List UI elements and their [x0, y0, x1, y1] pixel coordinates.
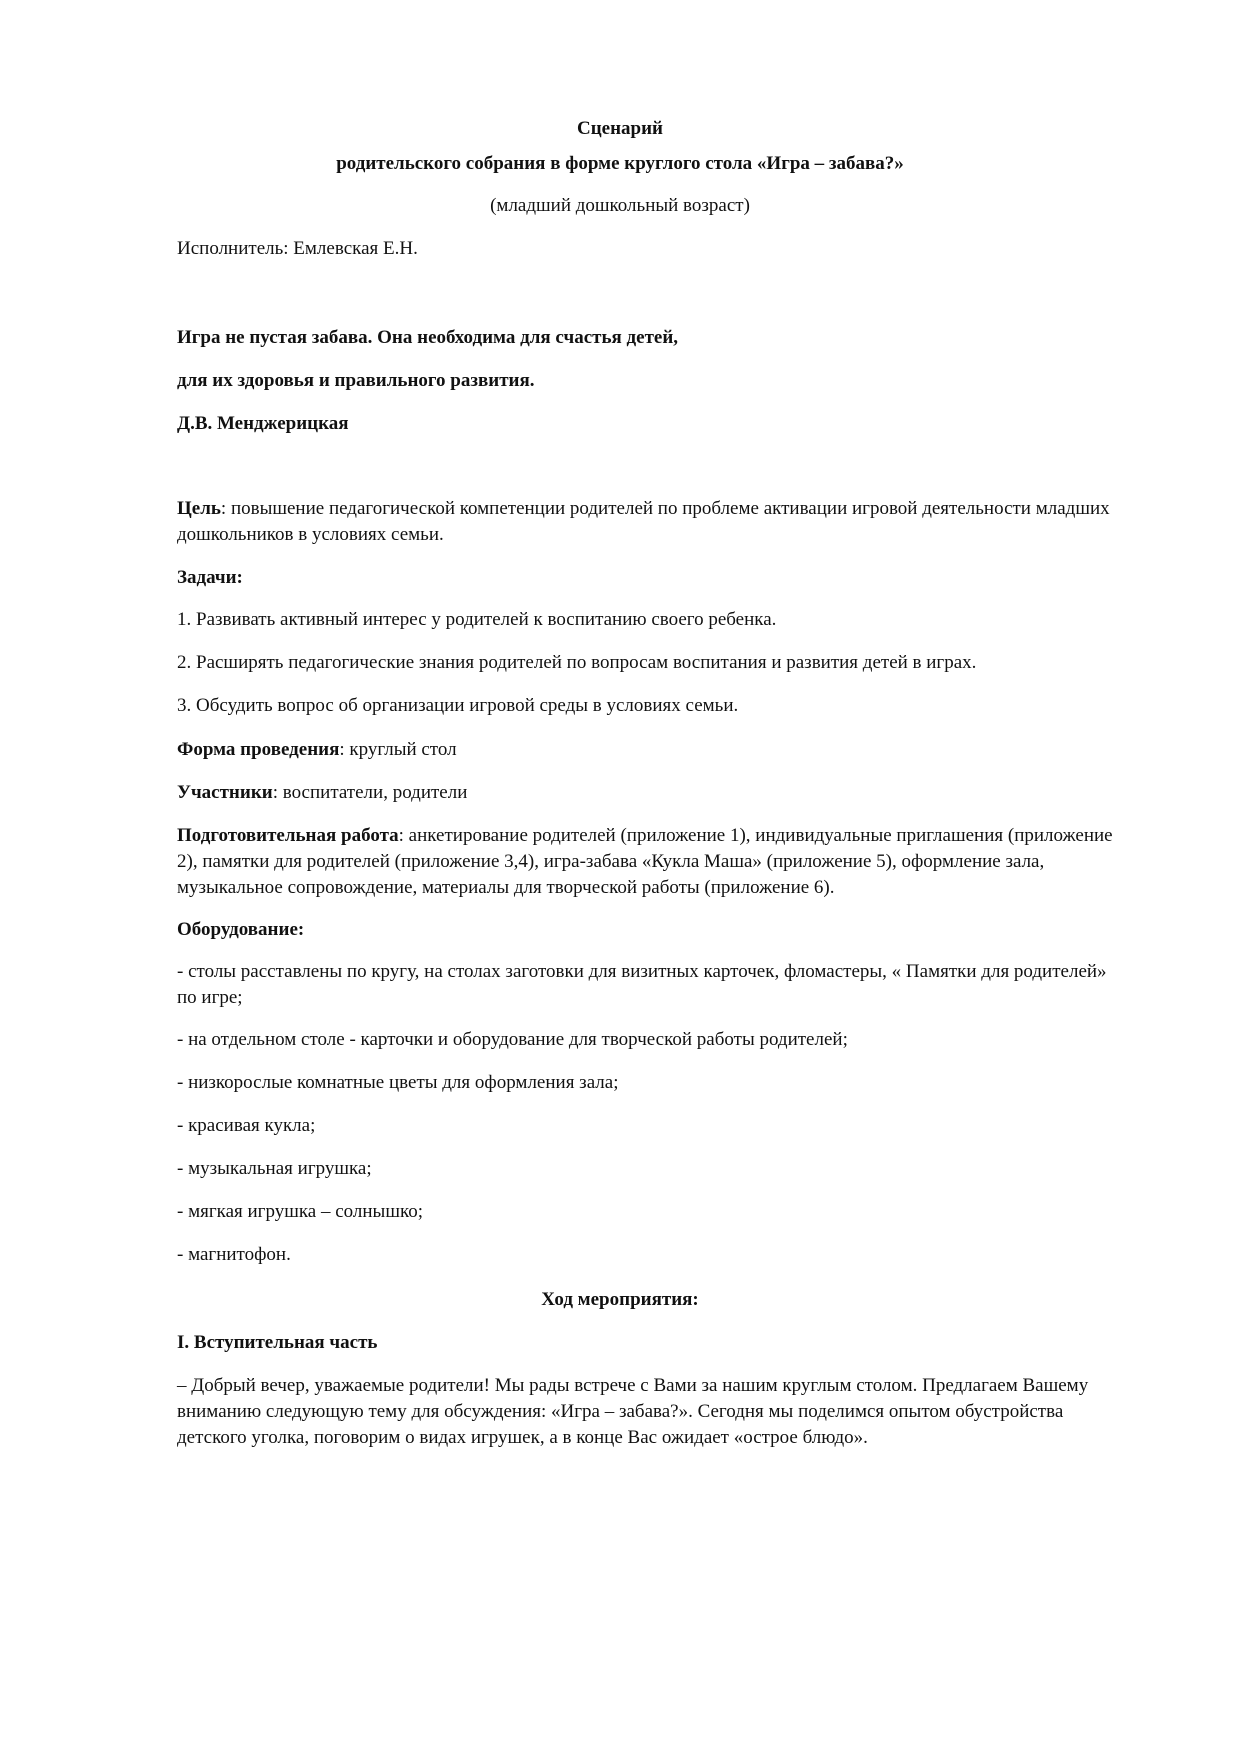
equipment-item-3: - низкорослые комнатные цветы для оформления зала;: [177, 1072, 619, 1093]
author-line: Исполнитель: Емлевская Е.Н.: [177, 238, 418, 259]
form-paragraph: [177, 737, 1127, 763]
page-title: Сценарий: [576, 118, 663, 139]
preparation-paragraph: [177, 823, 1127, 901]
preparation-text: : анкетирование родителей (приложение 1), индивидуальные приглашения (приложение 2), памятки для родителей (приложение 3,4), игра-забава «Кукла Маша» (приложение 5), оформление зала, музыкальное сопровождение, материалы для творческой работы (приложение 6).: [177, 825, 1113, 898]
equipment-item-1: - столы расставлены по кругу, на столах заготовки для визитных карточек, фломастеры, « Памятки для родителей» по игре;: [177, 961, 1107, 1008]
participants-label: Участники: [177, 782, 273, 803]
epigraph-line-2: для их здоровья и правильного развития.: [177, 370, 535, 391]
epigraph-source: Д.В. Менджерицкая: [177, 413, 349, 434]
goal-text: : повышение педагогической компетенции родителей по проблеме активации игровой деятельности младших дошкольников в условиях семьи.: [177, 498, 1110, 545]
form-label: Форма проведения: [177, 739, 340, 760]
goal-paragraph: [177, 496, 1127, 548]
participants-paragraph: [177, 780, 1127, 806]
equipment-item-2: - на отдельном столе - карточки и оборудование для творческой работы родителей;: [177, 1029, 848, 1050]
preparation-label: Подготовительная работа: [177, 825, 399, 846]
event-heading: Ход мероприятия:: [541, 1289, 699, 1310]
tasks-heading: Задачи:: [177, 567, 243, 588]
equipment-item-6: - мягкая игрушка – солнышко;: [177, 1201, 423, 1222]
age-group: (младший дошкольный возраст): [490, 195, 750, 216]
epigraph-line-1: Игра не пустая забава. Она необходима для счастья детей,: [177, 327, 679, 348]
page-subtitle: родительского собрания в форме круглого стола «Игра – забава?»: [336, 153, 904, 174]
equipment-item-7: - магнитофон.: [177, 1244, 291, 1265]
task-item-2: 2. Расширять педагогические знания родителей по вопросам воспитания и развития детей в играх.: [177, 652, 977, 673]
form-text: : круглый стол: [339, 739, 457, 760]
goal-label: Цель: [177, 498, 221, 519]
part1-paragraph: – Добрый вечер, уважаемые родители! Мы рады встрече с Вами за нашим круглым столом. Предлагаем Вашему вниманию следующую тему для обсуждения: «Игра – забава?». Сегодня мы поделимся опытом обустройства детского уголка, поговорим о видах игрушек, а в конце Вас ожидает «острое блюдо».: [177, 1375, 1089, 1448]
task-item-3: 3. Обсудить вопрос об организации игровой среды в условиях семьи.: [177, 695, 739, 716]
participants-text: : воспитатели, родители: [272, 782, 468, 803]
equipment-item-4: - красивая кукла;: [177, 1115, 316, 1136]
equipment-item-5: - музыкальная игрушка;: [177, 1158, 372, 1179]
task-item-1: 1. Развивать активный интерес у родителей к воспитанию своего ребенка.: [177, 609, 777, 630]
equipment-heading: Оборудование:: [177, 919, 305, 940]
part1-heading: I. Вступительная часть: [177, 1332, 378, 1353]
